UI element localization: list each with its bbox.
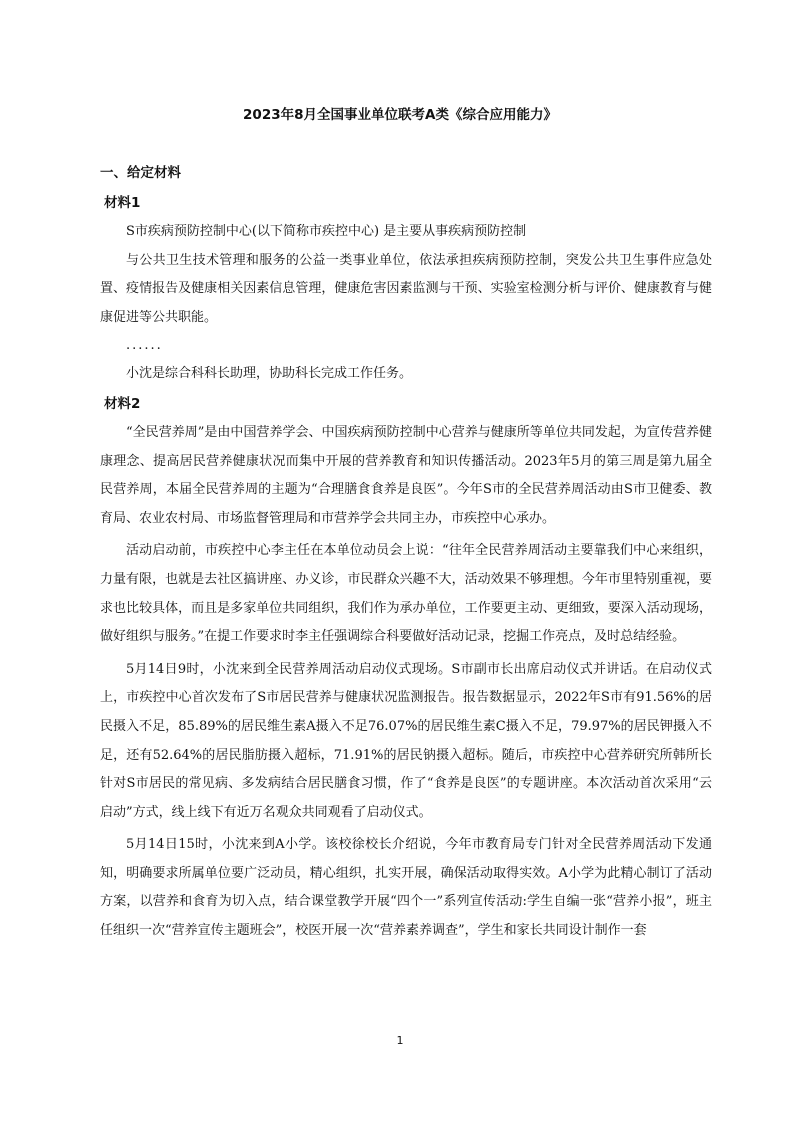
material2-heading: 材料2 — [104, 395, 141, 412]
material1-paragraph: S市疾病预防控制中心(以下简称市疾控中心) 是主要从事疾病预防控制 — [126, 224, 527, 239]
material1-heading: 材料1 — [104, 195, 141, 211]
material2-paragraph: 5月14日15时，小沈来到A小学。该校徐校长介绍说，今年市教育局专门针对全民营养周活动下发通知，明确要求所属单位要广泛动员，精心组织，扎实开展，确保活动取得实效。A小学为此精心制订了活动方案，以营养和食育为切入点，结合课堂教学开展“四个一”系列宣传活动:学生自编一张“营养小报”，班主任组织一次“营养宣传主题班会”，校医开展一次“营养素养调查”，学生和家长共同设计制作一套 — [100, 837, 712, 939]
document-body — [100, 158, 712, 946]
section-heading: 一、给定材料 — [100, 165, 181, 181]
material2-paragraph: 5月14日9时，小沈来到全民营养周活动启动仪式现场。S市副市长出席启动仪式并讲话。在启动仪式上，市疾控中心首次发布了S市居民营养与健康状况监测报告。报告数据显示，2022年S市有91.56%的居民摄入不足，85.89%的居民维生素A摄入不足76.07%的居民维生素C摄入不足，79.97%的居民钾摄入不足，还有52.64%的居民脂肪摄入超标，71.91%的居民钠摄入超标。随后，市疾控中心营养研究所韩所长针对S市居民的常见病、多发病结合居民膳食习惯，作了“食养是良医”的专题讲座。本次活动首次采用“云启动”方式，线上线下有近万名观众共同观看了启动仪式。 — [100, 661, 712, 820]
page-number: 1 — [396, 1034, 404, 1047]
ellipsis: ...... — [126, 338, 163, 354]
material2-paragraph: 活动启动前，市疾控中心李主任在本单位动员会上说：“往年全民营养周活动主要靠我们中心来组织，力量有限，也就是去社区搞讲座、办义诊，市民群众兴趣不大，活动效果不够理想。今年市里特别重视，要求也比较具体，而且是多家单位共同组织，我们作为承办单位，工作要更主动、更细致，要深入活动现场，做好组织与服务。”在提工作要求时李主任强调综合科要做好活动记录，挖掘工作亮点，及时总结经验。 — [100, 543, 712, 645]
document-title: 2023年8月全国事业单位联考A类《综合应用能力》 — [243, 107, 557, 123]
material2-paragraph: “全民营养周”是由中国营养学会、中国疾病预防控制中心营养与健康所等单位共同发起，为宣传营养健康理念、提高居民营养健康状况而集中开展的营养教育和知识传播活动。2023年5月的第三周是第九届全民营养周，本届全民营养周的主题为“合理膳食食养是良医”。今年S市的全民营养周活动由S市卫健委、教育局、农业农村局、市场监督管理局和市营养学会共同主办，市疾控中心承办。 — [100, 424, 712, 526]
material1-paragraph: 小沈是综合科科长助理，协助科长完成工作任务。 — [126, 366, 413, 382]
material1-paragraph: 与公共卫生技术管理和服务的公益一类事业单位，依法承担疾病预防控制，突发公共卫生事件应急处置、疫情报告及健康相关因素信息管理，健康危害因素监测与干预、实验室检测分析与评价、健康教育与健康促进等公共职能。 — [100, 252, 712, 325]
